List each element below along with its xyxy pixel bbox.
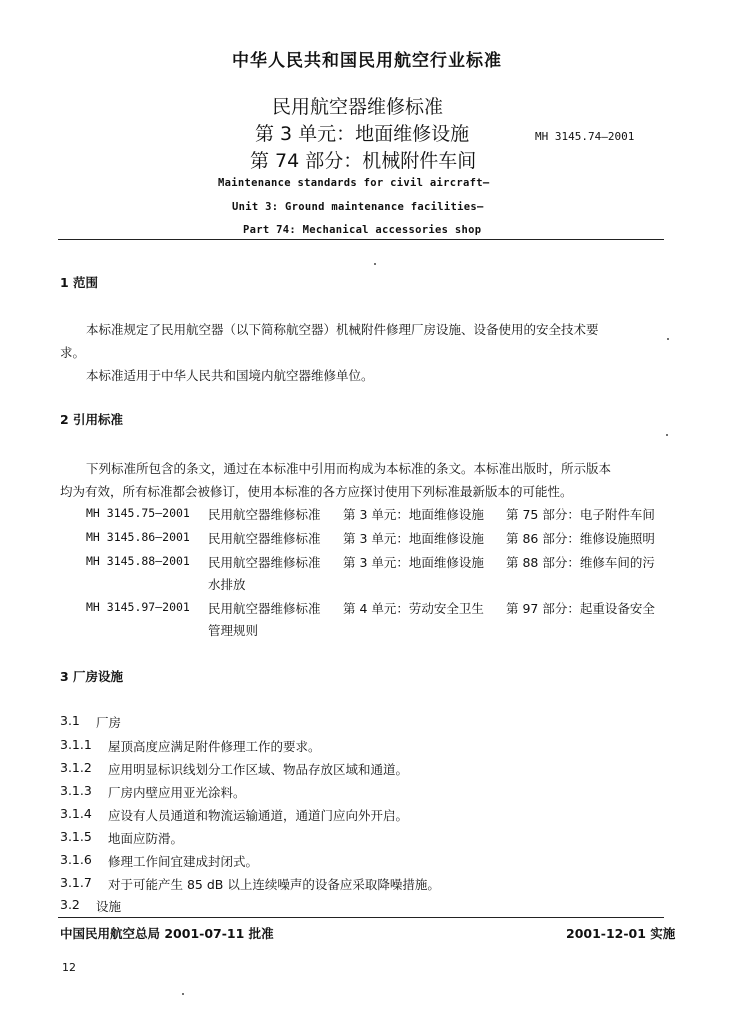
ref-part: 第 86 部分：维修设施照明 [506,531,655,546]
ref-unit: 第 3 单元：地面维修设施 [343,555,484,570]
document-header: 中华人民共和国民用航空行业标准 [232,51,502,71]
clause-text: 屋顶高度应满足附件修理工作的要求。 [108,739,321,754]
clause-text: 厂房 [96,715,122,730]
ref-id: MH 3145.75—2001 [86,506,190,520]
implementation-date: 2001-12-01 实施 [566,926,676,941]
title-line-2: 第 3 单元：地面维修设施 [255,123,470,145]
ref-id: MH 3145.97—2001 [86,600,190,614]
ref-id: MH 3145.86—2001 [86,530,190,544]
scan-speck [667,338,669,340]
ref-part: 第 75 部分：电子附件车间 [506,507,655,522]
section-1-heading: 1 范围 [60,275,99,290]
scan-speck [666,434,668,436]
clause-text: 地面应防滑。 [108,831,184,846]
ref-id: MH 3145.88—2001 [86,554,190,568]
ref-part-cont: 管理规则 [208,623,259,638]
ref-part-cont: 水排放 [208,577,246,592]
clause-number: 3.1 [60,713,80,728]
section-1-paragraph-2: 本标准适用于中华人民共和国境内航空器维修单位。 [86,368,374,383]
page-number: 12 [62,961,76,974]
title-divider [58,239,664,240]
ref-unit: 第 3 单元：地面维修设施 [343,507,484,522]
clause-number: 3.1.5 [60,829,92,844]
section-2-heading: 2 引用标准 [60,412,124,427]
ref-title: 民用航空器维修标准 [208,507,321,522]
clause-number: 3.1.3 [60,783,92,798]
ref-title: 民用航空器维修标准 [208,531,321,546]
section-3-heading: 3 厂房设施 [60,669,124,684]
clause-number: 3.2 [60,897,80,912]
clause-text: 应设有人员通道和物流运输通道，通道门应向外开启。 [108,808,409,823]
section-2-paragraph-1-cont: 均为有效，所有标准都会被修订，使用本标准的各方应探讨使用下列标准最新版本的可能性。 [60,484,573,499]
section-1-paragraph-1: 本标准规定了民用航空器（以下简称航空器）机械附件修理厂房设施、设备使用的安全技术要 [86,322,599,337]
approval-date: 中国民用航空总局 2001-07-11 批准 [60,926,274,941]
english-title-line-2: Unit 3: Ground maintenance facilities— [232,201,484,213]
english-title-line-3: Part 74: Mechanical accessories shop [243,224,482,236]
english-title-line-1: Maintenance standards for civil aircraft— [218,177,490,189]
ref-part: 第 97 部分：起重设备安全 [506,601,655,616]
ref-title: 民用航空器维修标准 [208,601,321,616]
clause-text: 设施 [96,899,122,914]
standard-number: MH 3145.74—2001 [535,130,635,143]
clause-number: 3.1.6 [60,852,92,867]
ref-unit: 第 3 单元：地面维修设施 [343,531,484,546]
clause-number: 3.1.1 [60,737,92,752]
section-1-paragraph-1-cont: 求。 [60,345,86,360]
clause-number: 3.1.4 [60,806,92,821]
clause-text: 应用明显标识线划分工作区域、物品存放区域和通道。 [108,762,409,777]
title-line-1: 民用航空器维修标准 [272,96,444,118]
clause-number: 3.1.7 [60,875,92,890]
ref-title: 民用航空器维修标准 [208,555,321,570]
clause-text: 厂房内壁应用亚光涂料。 [108,785,246,800]
clause-text: 修理工作间宜建成封闭式。 [108,854,259,869]
title-line-3: 第 74 部分：机械附件车间 [250,150,477,172]
scan-speck [374,263,376,265]
clause-text: 对于可能产生 85 dB 以上连续噪声的设备应采取降噪措施。 [108,877,440,892]
section-2-paragraph-1: 下列标准所包含的条文，通过在本标准中引用而构成为本标准的条文。本标准出版时，所示版本 [86,461,612,476]
footer-divider [58,917,664,918]
scan-speck [182,993,184,995]
clause-number: 3.1.2 [60,760,92,775]
ref-part: 第 88 部分：维修车间的污 [506,555,655,570]
ref-unit: 第 4 单元：劳动安全卫生 [343,601,484,616]
